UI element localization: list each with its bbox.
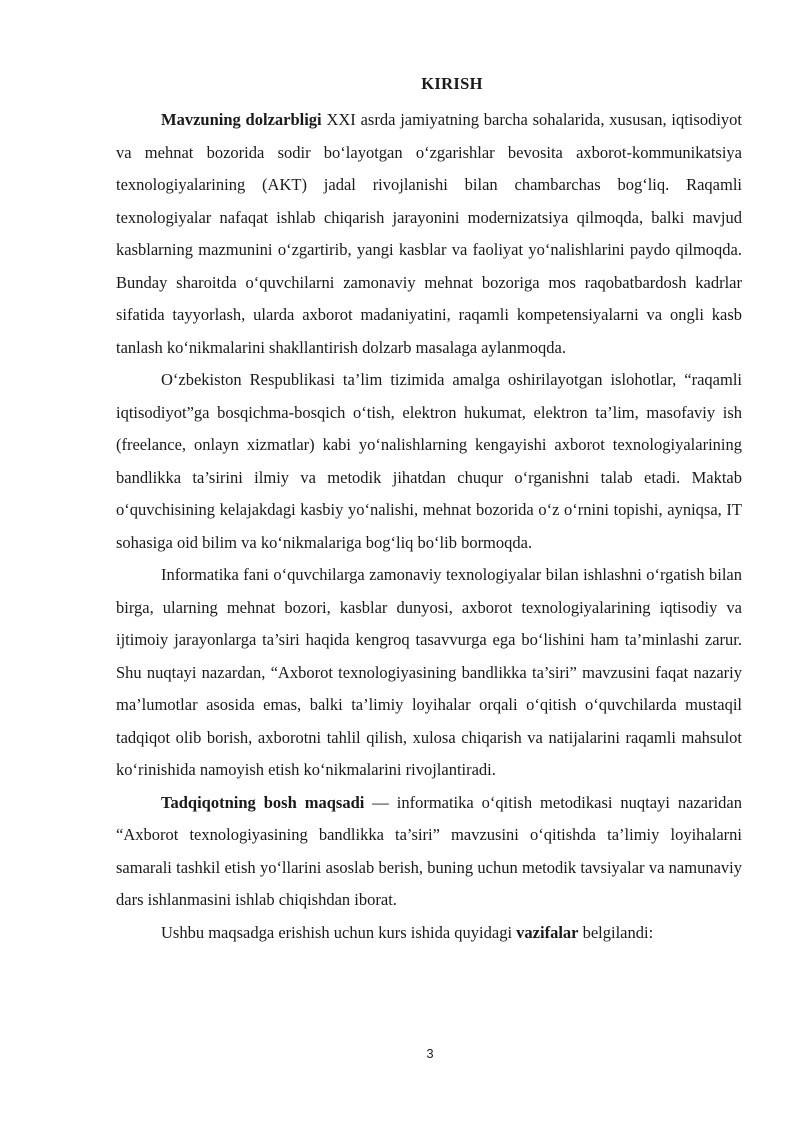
paragraph-tasks [116, 917, 742, 950]
section-heading: KIRISH [421, 74, 483, 93]
paragraph-relevance [116, 104, 742, 364]
paragraph-emphasis: vazifalar [516, 922, 579, 942]
paragraph-text: — informatika o‘qitish metodikasi nuqtayi nazaridan “Axborot texnologiyasining bandlikka ta’siri” mavzusini o‘qitishda ta’limiy loyihalarni samarali tashkil etish yo‘llarini asoslab berish, buning uchun metodik tavsiyalar va namunaviy dars ishlanmasini ishlab chiqishdan iborat. [116, 792, 742, 909]
paragraph-informatics [116, 559, 742, 787]
paragraph-tail: belgilandi: [578, 922, 654, 942]
paragraph-text: Informatika fani o‘quvchilarga zamonaviy texnologiyalar bilan ishlashni o‘rgatish bilan birga, ularning mehnat bozori, kasblar dunyosi, axborot texnologiyalarining iqtisodiy va ijtimoiy jarayonlarga ta’siri haqida kengroq tasavvurga ega bo‘lishini ham ta’minlashi zarur. Shu nuqtayi nazardan, “Axborot texnologiyasining bandlikka ta’siri” mavzusini faqat nazariy ma’lumotlar asosida emas, balki ta’limiy loyihalar orqali o‘qitish o‘quvchilarda mustaqil tadqiqot olib borish, axborotni tahlil qilish, xulosa chiqarish va natijalarini raqamli mahsulot ko‘rinishida namoyish etish ko‘nikmalarini rivojlantiradi. [116, 565, 742, 779]
paragraph-goal [116, 787, 742, 917]
paragraph-lead: Mavzuning dolzarbligi [161, 110, 322, 129]
page-number: 3 [426, 1046, 434, 1061]
paragraph-text: Ushbu maqsadga erishish uchun kurs ishida quyidagi [161, 922, 517, 942]
paragraph-reforms [116, 364, 742, 559]
paragraph-text: O‘zbekiston Respublikasi ta’lim tizimida amalga oshirilayotgan islohotlar, “raqamli iqtisodiyot”ga bosqichma-bosqich o‘tish, elektron hukumat, elektron ta’lim, masofaviy ish (freelance, onlayn xizmatlar) kabi yo‘nalishlarning kengayishi axborot texnologiyalarining bandlikka ta’sirini ilmiy va metodik jihatdan chuqur o‘rganishni talab etadi. Maktab o‘quvchisining kelajakdagi kasbiy yo‘nalishi, mehnat bozorida o‘z o‘rnini topishi, ayniqsa, IT sohasiga oid bilim va ko‘nikmalariga bog‘liq bo‘lib bormoqda. [116, 370, 742, 552]
paragraph-text: XXI asrda jamiyatning barcha sohalarida, xususan, iqtisodiyot va mehnat bozorida sodir bo‘layotgan o‘zgarishlar bevosita axborot-kommunikatsiya texnologiyalarining (AKT) jadal rivojlanishi bilan chambarchas bog‘liq. Raqamli texnologiyalar nafaqat ishlab chiqarish jarayonini modernizatsiya qilmoqda, balki mavjud kasblarning mazmunini o‘zgartirib, yangi kasblar va faoliyat yo‘nalishlarini paydo qilmoqda. Bunday sharoitda o‘quvchilarni zamonaviy mehnat bozoriga mos raqobatbardosh kadrlar sifatida tayyorlash, ularda axborot madaniyatini, raqamli kompetensiyalarni va ongli kasb tanlash ko‘nikmalarini shakllantirish dolzarb masalaga aylanmoqda. [116, 110, 742, 357]
paragraph-lead: Tadqiqotning bosh maqsadi [161, 792, 365, 812]
body-text [116, 104, 742, 949]
